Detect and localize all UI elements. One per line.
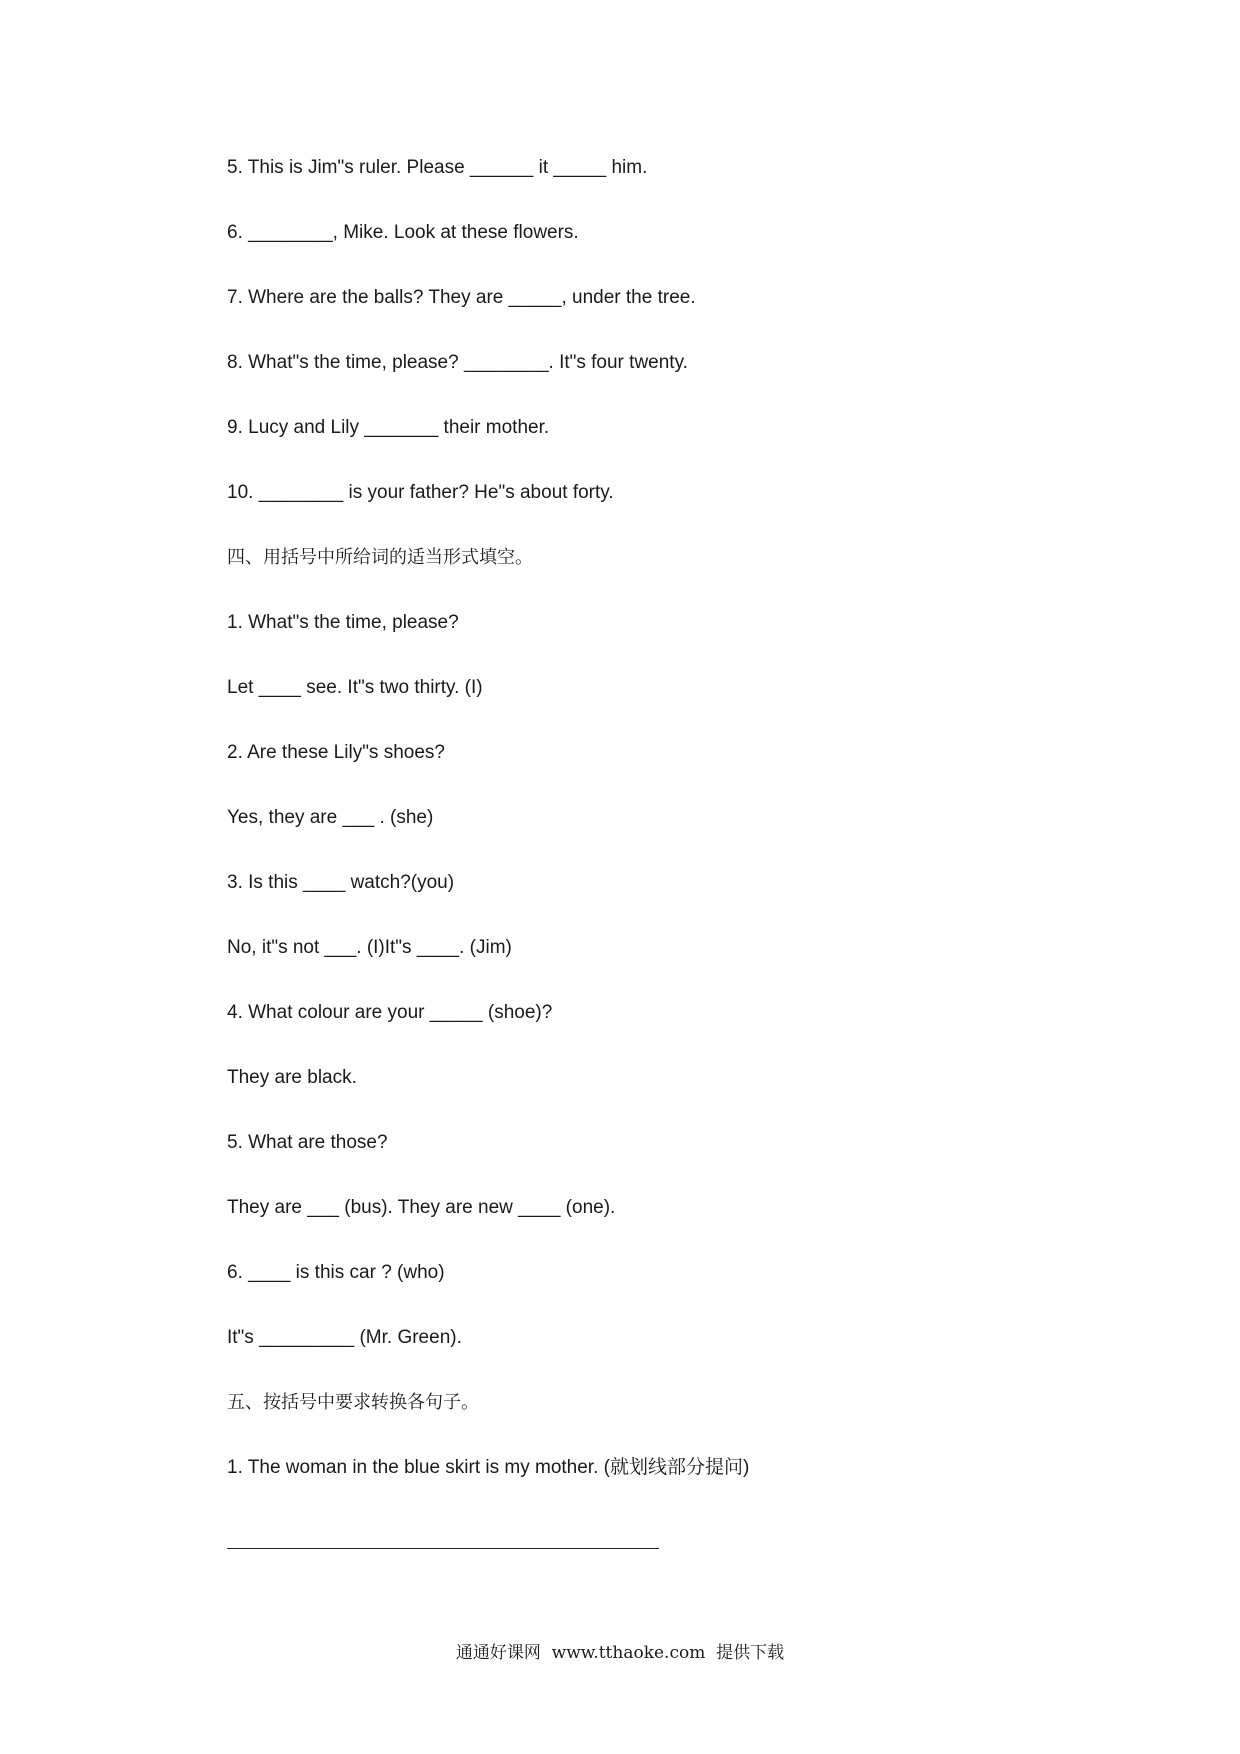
exercise-line: 1. The woman in the blue skirt is my mother. (就划线部分提问) — [227, 1457, 750, 1478]
section-heading: 四、用括号中所给词的适当形式填空。 — [227, 547, 533, 568]
exercise-item: 9. Lucy and Lily _______ their mother. — [227, 417, 550, 438]
exercise-line: 2. Are these Lily"s shoes? — [227, 742, 445, 763]
exercise-line: It"s _________ (Mr. Green). — [227, 1327, 462, 1348]
answer-line — [227, 1548, 659, 1549]
exercise-line: Yes, they are ___ . (she) — [227, 807, 434, 828]
exercise-line: 1. What"s the time, please? — [227, 612, 459, 633]
exercise-item: 8. What"s the time, please? ________. It"s four twenty. — [227, 352, 688, 373]
exercise-line: No, it"s not ___. (I)It"s ____. (Jim) — [227, 937, 512, 958]
exercise-line: 4. What colour are your _____ (shoe)? — [227, 1002, 553, 1023]
exercise-line: 6. ____ is this car ? (who) — [227, 1262, 445, 1283]
exercise-item: 10. ________ is your father? He"s about forty. — [227, 482, 614, 503]
section-heading: 五、按括号中要求转换各句子。 — [227, 1392, 479, 1413]
exercise-item: 7. Where are the balls? They are _____, under the tree. — [227, 287, 696, 308]
exercise-line: Let ____ see. It"s two thirty. (I) — [227, 677, 483, 698]
exercise-line: 3. Is this ____ watch?(you) — [227, 872, 455, 893]
exercise-item: 6. ________, Mike. Look at these flowers. — [227, 222, 579, 243]
exercise-line: They are ___ (bus). They are new ____ (one). — [227, 1197, 616, 1218]
exercise-item: 5. This is Jim"s ruler. Please ______ it _____ him. — [227, 157, 648, 178]
exercise-line: They are black. — [227, 1067, 357, 1088]
exercise-line: 5. What are those? — [227, 1132, 388, 1153]
page-footer: 通通好课网 www.tthaoke.com 提供下载 — [455, 1643, 785, 1663]
